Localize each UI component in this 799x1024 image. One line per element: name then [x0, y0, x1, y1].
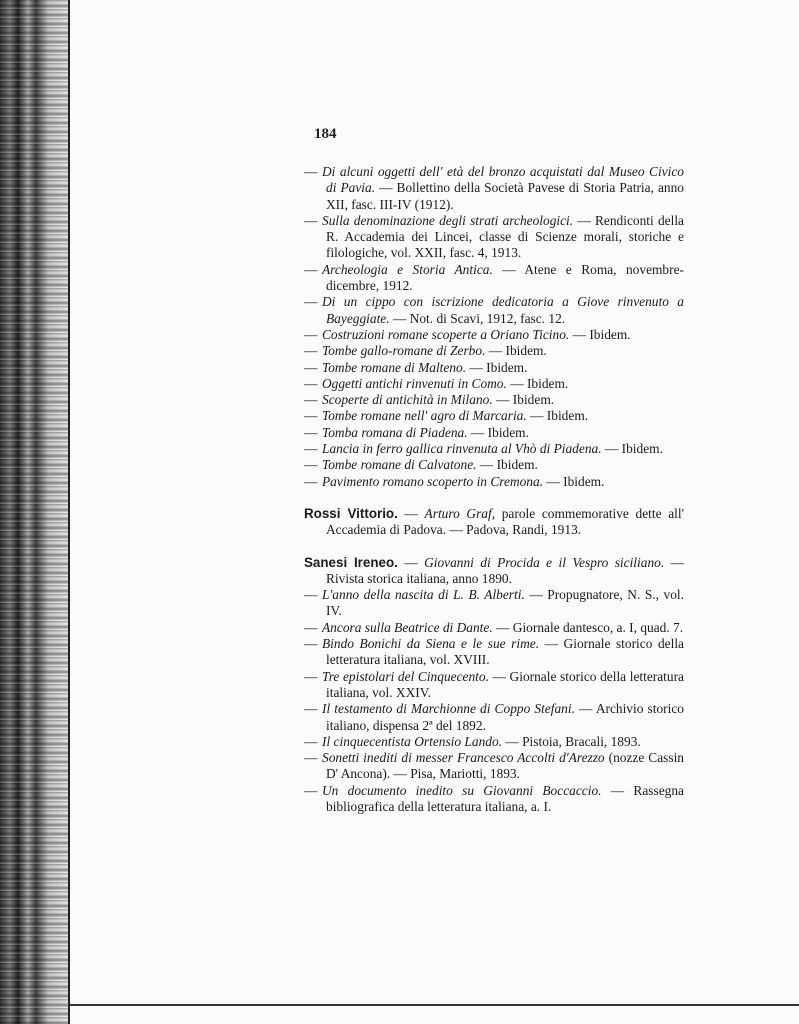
scan-bottom-edge: [70, 1004, 799, 1006]
entry-title: Sulla denominazione degli strati archeologici.: [322, 212, 574, 228]
page-number: 184: [314, 126, 337, 142]
entry-source: — Archivio storico italiano, dispensa 2ª del 1892.: [326, 701, 684, 733]
entry-title: Giovanni di Procida e il Vespro siciliano.: [424, 554, 665, 570]
bibliography-entry: — Sonetti inediti di messer Francesco Accolti d'Arezzo (nozze Cassin D' Ancona). — Pisa, Mariotti, 1893.: [304, 750, 685, 782]
entry-title: Di un cippo con iscrizione dedicatoria a Giove rinvenuto a Bayeggiate.: [322, 294, 684, 326]
entry-source: parole commemorative dette all' Accademia di Padova. — Padova, Randi, 1913.: [326, 505, 684, 538]
entry-source: — Ibidem.: [467, 424, 529, 440]
entry-title: Di alcuni oggetti dell' età del bronzo acquistati dal Museo Civico di Pavia.: [322, 164, 684, 196]
entry-title: Sonetti inediti di messer Francesco Accolti d'Arezzo: [322, 750, 605, 766]
entry-title: Archeologia e Storia Antica.: [322, 261, 493, 277]
bibliography-entry: — Oggetti antichi rinvenuti in Como. — Ibidem.: [304, 375, 569, 391]
entry-source: — Propugnatore, N. S., vol. IV.: [326, 587, 684, 619]
entry-source: — Pistoia, Bracali, 1893.: [502, 733, 641, 749]
entry-title: Costruzioni romane scoperte a Oriano Ticino.: [322, 326, 570, 342]
entry-source: — Ibidem.: [506, 375, 569, 391]
bibliography-entry: — Ancora sulla Beatrice di Dante. — Giornale dantesco, a. I, quad. 7.: [304, 619, 684, 635]
entry-source: — Rassegna bibliografica della letteratura italiana, a. I.: [326, 782, 684, 814]
bibliography-entry: — Archeologia e Storia Antica. — Atene e Roma, novembre-dicembre, 1912.: [304, 261, 684, 294]
entry-title: Un documento inedito su Giovanni Boccaccio.: [322, 782, 602, 798]
bibliography-entry: — Pavimento romano scoperto in Cremona. — Ibidem.: [304, 473, 605, 489]
bibliography-entry: — Sulla denominazione degli strati archeologici. — Rendiconti della R. Accademia dei Lincei, classe di Scienze morali, storiche e filologiche, vol. XXII, fasc. 4, 1913.: [304, 212, 685, 261]
entry-source: — Ibidem.: [526, 408, 589, 424]
entry-source: — Giornale storico della letteratura italiana, vol. XVIII.: [326, 636, 684, 668]
binding-shadow-line: [68, 0, 70, 1024]
entry-title: Tre epistolari del Cinquecento.: [322, 668, 489, 684]
entry-source: — Rivista storica italiana, anno 1890.: [326, 554, 684, 586]
entry-title: Il testamento di Marchionne di Coppo Stefani.: [322, 701, 575, 717]
bibliography-entry: — Il cinquecentista Ortensio Lando. — Pistoia, Bracali, 1893.: [304, 733, 641, 749]
entry-source: — Rendiconti della R. Accademia dei Lincei, classe di Scienze morali, storiche e filologiche, vol. XXII, fasc. 4, 1913.: [326, 212, 685, 261]
entry-source: — Ibidem.: [466, 359, 528, 375]
entry-title: Tombe gallo-romane di Zerbo.: [322, 343, 486, 359]
author-name: Sanesi Ireneo.: [304, 554, 398, 570]
entry-source: — Ibidem.: [569, 326, 631, 342]
author-section-sanesi: [304, 555, 684, 816]
bibliography-entry: — Tombe gallo-romane di Zerbo. — Ibidem.: [304, 343, 547, 359]
bibliography-entry: — Costruzioni romane scoperte a Oriano Ticino. — Ibidem.: [304, 326, 631, 342]
entry-source: — Giornale storico della letteratura italiana, vol. XXIV.: [326, 668, 684, 700]
bibliography-entry: — Tombe romane nell' agro di Marcaria. — Ibidem.: [304, 408, 589, 424]
bibliography-entry: — Di alcuni oggetti dell' età del bronzo acquistati dal Museo Civico di Pavia. — Bollettino della Società Pavese di Storia Patria, anno XII, fasc. III-IV (1912).: [304, 164, 684, 212]
bibliography-entry: — Bindo Bonichi da Siena e le sue rime. — Giornale storico della letteratura italiana, vol. XVIII.: [304, 636, 684, 668]
author-entry: Rossi Vittorio. — Arturo Graf, parole commemorative dette all' Accademia di Padova. — Padova, Randi, 1913.: [304, 505, 684, 538]
bibliography-entry: — Lancia in ferro gallica rinvenuta al Vhò di Piadena. — Ibidem.: [304, 441, 663, 457]
entry-source: — Ibidem.: [601, 441, 663, 457]
bibliography-entry: — Tomba romana di Piadena. — Ibidem.: [304, 424, 529, 440]
bibliography-entry: — Di un cippo con iscrizione dedicatoria a Giove rinvenuto a Bayeggiate. — Not. di Scavi, 1912, fasc. 12.: [304, 294, 684, 326]
bibliography-entry: — Tre epistolari del Cinquecento. — Giornale storico della letteratura italiana, vol. XXIV.: [304, 668, 684, 700]
bibliography-entry: — Tombe romane di Malteno. — Ibidem.: [304, 359, 528, 375]
entry-title: Tomba romana di Piadena.: [322, 424, 468, 440]
bibliography-entry: — Il testamento di Marchionne di Coppo Stefani. — Archivio storico italiano, dispensa 2ª del 1892.: [304, 701, 684, 733]
entry-source: — Giornale dantesco, a. I, quad. 7.: [492, 619, 684, 635]
entry-source: — Atene e Roma, novembre-dicembre, 1912.: [326, 261, 684, 294]
entry-title: Tombe romane di Malteno.: [322, 359, 467, 375]
entry-source: — Not. di Scavi, 1912, fasc. 12.: [389, 310, 566, 326]
entry-title: Bindo Bonichi da Siena e le sue rime.: [322, 636, 540, 652]
author-entry: Sanesi Ireneo. — Giovanni di Procida e il Vespro siciliano. — Rivista storica italiana, anno 1890.: [304, 554, 684, 586]
entry-title: Tombe romane di Calvatone.: [322, 457, 477, 473]
entry-source: (nozze Cassin D' Ancona). — Pisa, Mariotti, 1893.: [326, 750, 685, 782]
bibliography-entry: — Tombe romane di Calvatone. — Ibidem.: [304, 457, 538, 473]
entry-title: Tombe romane nell' agro di Marcaria.: [322, 408, 527, 424]
bibliography-entry: — Scoperte di antichità in Milano. — Ibidem.: [304, 392, 555, 408]
bibliography-list: [304, 164, 684, 815]
entry-title: Scoperte di antichità in Milano.: [322, 392, 493, 408]
author-name: Rossi Vittorio.: [304, 505, 398, 521]
entry-source: — Ibidem.: [476, 457, 538, 473]
entry-title: Arturo Graf,: [424, 505, 496, 521]
entry-title: Pavimento romano scoperto in Cremona.: [322, 473, 544, 489]
entry-source: — Bollettino della Società Pavese di Storia Patria, anno XII, fasc. III-IV (1912).: [326, 180, 684, 212]
bibliography-entry: — L'anno della nascita di L. B. Alberti. — Propugnatore, N. S., vol. IV.: [304, 587, 684, 619]
entry-title: Ancora sulla Beatrice di Dante.: [322, 619, 493, 635]
entry-source: — Ibidem.: [492, 392, 555, 408]
entry-title: Il cinquecentista Ortensio Lando.: [322, 733, 503, 749]
entry-source: — Ibidem.: [485, 343, 547, 359]
entry-title: Lancia in ferro gallica rinvenuta al Vhò di Piadena.: [322, 441, 602, 457]
book-binding-edge: [0, 0, 70, 1024]
bibliography-entry: — Un documento inedito su Giovanni Boccaccio. — Rassegna bibliografica della letteratura italiana, a. I.: [304, 782, 684, 814]
author-section-rossi: [304, 506, 684, 539]
entry-source: — Ibidem.: [543, 473, 605, 489]
entry-title: L'anno della nascita di L. B. Alberti.: [322, 587, 525, 603]
entry-title: Oggetti antichi rinvenuti in Como.: [322, 375, 507, 391]
